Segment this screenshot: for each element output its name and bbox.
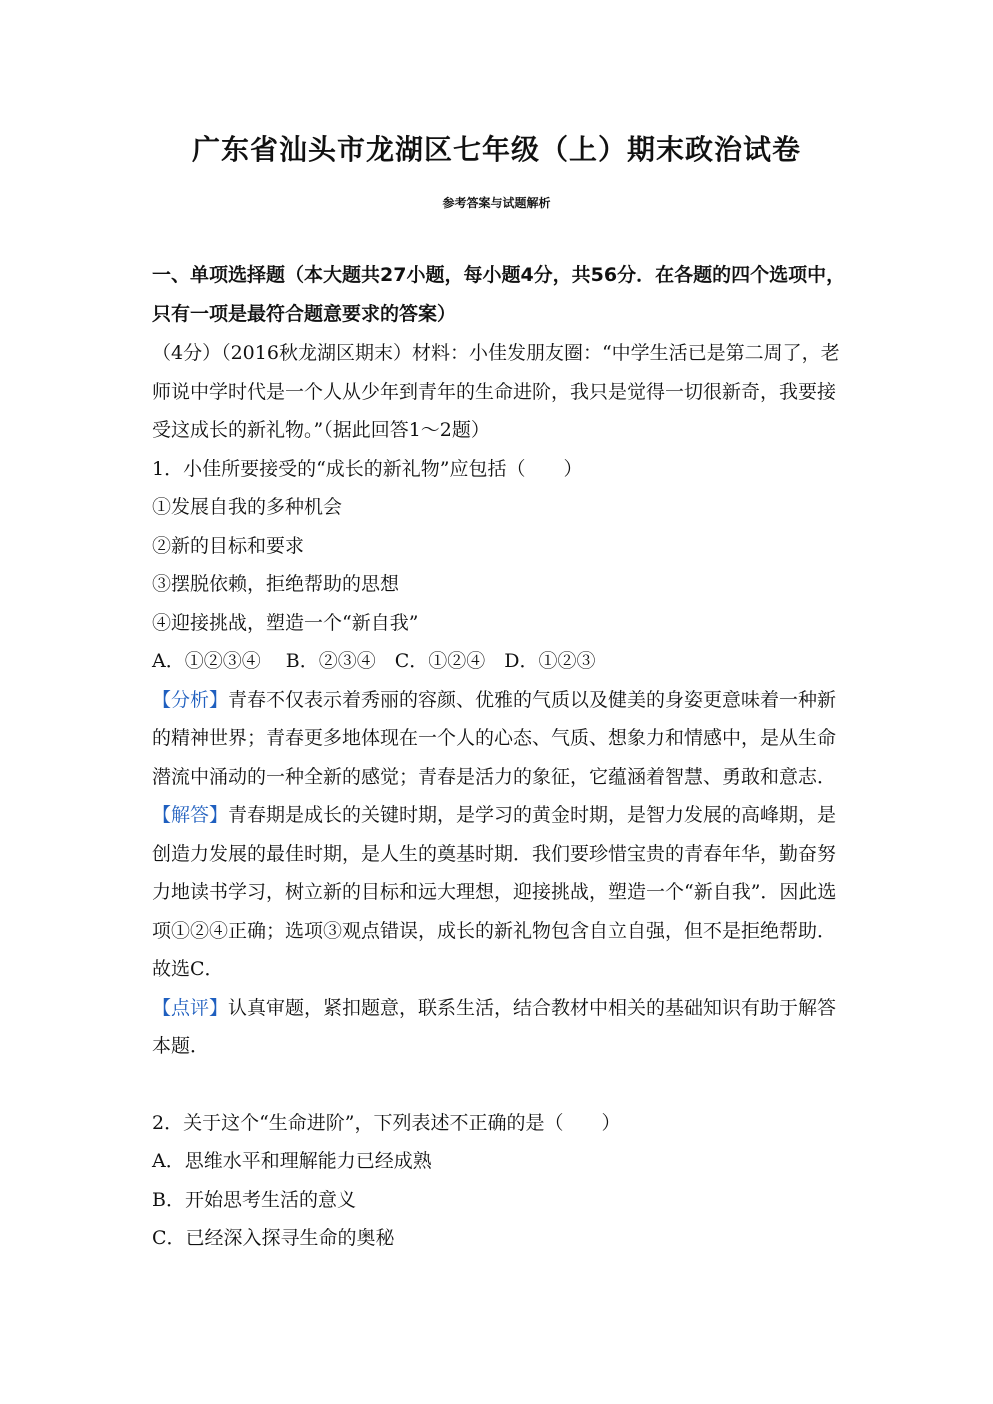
question-1-options: A．①②③④ B．②③④ C．①②④ D．①②③ bbox=[152, 650, 596, 672]
page-title: 广东省汕头市龙湖区七年级（上）期末政治试卷 bbox=[191, 133, 801, 166]
document-body bbox=[152, 256, 852, 1258]
question-2-option-b: B．开始思考生活的意义 bbox=[152, 1188, 356, 1211]
answer-text: 青春期是成长的关键时期，是学习的黄金时期，是智力发展的高峰期，是创造力发展的最佳时期，是人生的奠基时期．我们要珍惜宝贵的青春年华，勤奋努力地读书学习，树立新的目标和远大理想，迎接挑战，塑造一个“新自我”．因此选项①②④正确；选项③观点错误，成长的新礼物包含自立自强，但不是拒绝帮助．故选C． bbox=[152, 804, 837, 980]
statement-1: ①发展自我的多种机会 bbox=[152, 496, 343, 518]
answer-tag: 【解答】 bbox=[152, 804, 229, 826]
comment-tag: 【点评】 bbox=[152, 996, 229, 1019]
comment-paragraph bbox=[152, 989, 852, 1066]
analysis-tag: 【分析】 bbox=[152, 688, 229, 711]
answer-paragraph bbox=[152, 796, 852, 989]
analysis-text: 青春不仅表示着秀丽的容颜、优雅的气质以及健美的身姿更意味着一种新的精神世界；青春更多地体现在一个人的心态、气质、想象力和情感中，是从生命潜流中涌动的一种全新的感觉；青春是活力的象征，它蕴涵着智慧、勇敢和意志． bbox=[152, 688, 837, 788]
statement-2: ②新的目标和要求 bbox=[152, 534, 305, 557]
statement-3: ③摆脱依赖，拒绝帮助的思想 bbox=[152, 573, 400, 595]
section-heading: 一、单项选择题（本大题共27小题，每小题4分，共56分．在各题的四个选项中，只有一项是最符合题意要求的答案） bbox=[152, 264, 846, 325]
question-2-option-c: C．已经深入探寻生命的奥秘 bbox=[152, 1227, 395, 1249]
statement-4: ④迎接挑战，塑造一个“新自我” bbox=[152, 611, 419, 634]
analysis-paragraph bbox=[152, 681, 852, 797]
question-2-option-a: A．思维水平和理解能力已经成熟 bbox=[152, 1150, 432, 1172]
spacer bbox=[152, 1066, 852, 1104]
page-subtitle: 参考答案与试题解析 bbox=[442, 196, 551, 210]
material-text: （4分）（2016秋龙湖区期末）材料：小佳发朋友圈：“中学生活已是第二周了，老师说中学时代是一个人从少年到青年的生命进阶，我只是觉得一切很新奇，我要接受这成长的新礼物。”（据此回答1～2题） bbox=[152, 342, 840, 441]
question-2-stem: 2．关于这个“生命进阶”，下列表述不正确的是（ ） bbox=[152, 1111, 621, 1134]
comment-text: 认真审题，紧扣题意，联系生活，结合教材中相关的基础知识有助于解答本题． bbox=[152, 996, 837, 1057]
question-1-stem: 1．小佳所要接受的“成长的新礼物”应包括（ ） bbox=[152, 457, 583, 480]
